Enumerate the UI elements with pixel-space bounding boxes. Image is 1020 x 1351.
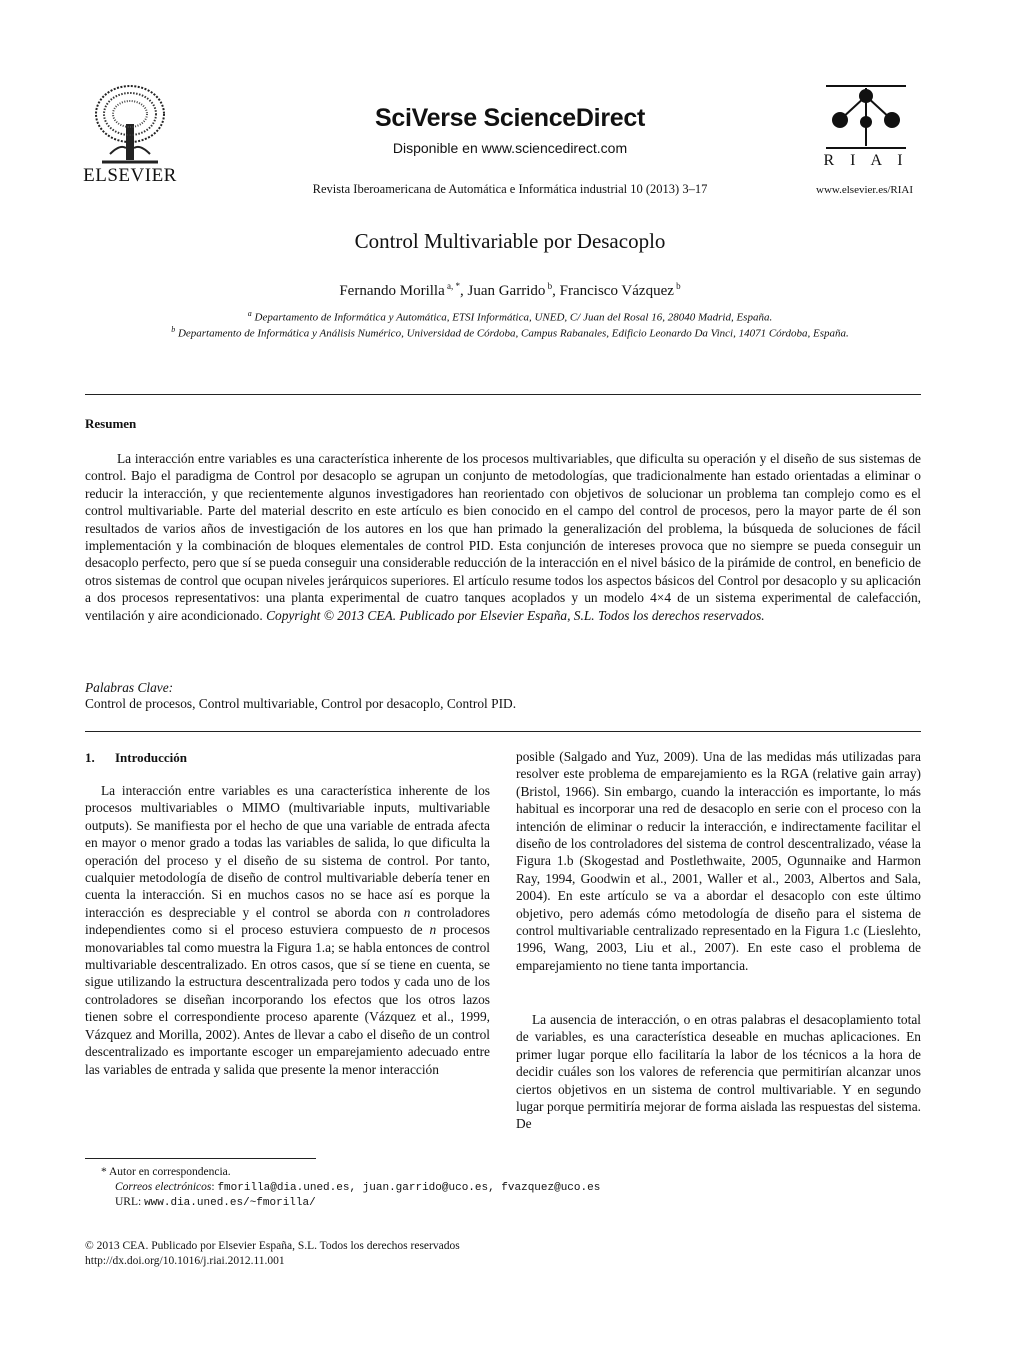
email-list[interactable]: fmorilla@dia.uned.es, juan.garrido@uco.es, fvazquez@uco.es bbox=[217, 1182, 601, 1194]
text-run: La interacción entre variables es una característica inherente de los procesos multivariables o MIMO (multivariable inputs, multivariable outputs). Se manifiesta por el hecho de que una variable de entrada afecta en mayor o menor grado a todas las variables de salida, lo que dificulta la operación del proceso y el diseño de su sistema de control. Por tanto, cualquier metodología de diseño de control multivariable debería tener en cuenta la interacción. Si en muchos casos no se hace así es porque la interacción es despreciable y el control se aborda con bbox=[85, 783, 490, 920]
abstract-heading: Resumen bbox=[85, 416, 137, 431]
society-url[interactable]: www.elsevier.es/RIAI bbox=[816, 184, 914, 196]
elsevier-logo bbox=[82, 84, 178, 186]
affiliation-b: $^b$ Departamento de Informática y Análisis Numérico, Universidad de Córdoba, Campus Rabanales, Edificio Leonardo Da Vinci, 14071 Córdoba, España. bbox=[171, 325, 849, 340]
intro-heading bbox=[85, 750, 187, 766]
text-run: procesos monovariables tal como muestra la Figura 1.a; se habla entonces de control multivariable descentralizado. En otros casos, que sí se tiene en cuenta, se sigue utilizando la estructura descentralizada pero todos y cada uno de los controladores se diseñan incorporando los efectos que los otros lazos tienen sobre el correspondiente proceso aparente (Vázquez et al., 1999, Vázquez and Morilla, 2002). Antes de llevar a cabo el diseño de un control descentralizado es importante escoger un emparejamiento adecuado entre las variables de entrada y salida que presente la menor interacción bbox=[85, 922, 490, 1077]
email-address[interactable]: juan.garrido@uco.es bbox=[362, 1182, 489, 1194]
abstract-body bbox=[85, 450, 921, 624]
math-symbol: n bbox=[403, 904, 411, 920]
author-name: Juan Garrido bbox=[467, 283, 546, 299]
url-label: URL: bbox=[115, 1196, 142, 1208]
journal-citation: Revista Iberoamericana de Automática e Informática industrial 10 (2013) 3–17 bbox=[312, 182, 708, 196]
author-affiliation-mark: a, * bbox=[444, 281, 460, 291]
article-title: Control Multivariable por Desacoplo bbox=[354, 229, 666, 253]
platform-subtitle: Disponible en www.sciencedirect.com bbox=[392, 140, 628, 156]
author-url[interactable]: www.dia.uned.es/~fmorilla/ bbox=[144, 1197, 316, 1209]
text-run: controladores independientes como si el proceso estuviera compuesto de bbox=[85, 904, 490, 938]
intro-paragraph-right-1: posible (Salgado and Yuz, 2009). Una de las medidas más utilizadas para resolver este problema de emparejamiento es la RGA (relative gain array) (Bristol, 1966). Sin embargo, cuando la interacción es importante, lo más habitual es incorporar una red de desacoplo en serie con el proceso con la intención de eliminar o reducir la interacción, e indirectamente facilitar el diseño de los controladores del sistema de control descentralizado, véase la Figura 1.b (Skogestad and Postlethwaite, 2005, Ogunnaike and Harmon Ray, 1994, Goodwin et al., 2001, Waller et al., 2003, Albertos and Sala, 2004). En este artículo se va a abordar el desacoplo con este último objetivo, pero además cómo metodología de diseño para el sistema de control multivariable centralizado representado en la Figura 1.c (Lieslehto, 1996, Wang, 2003, Liu et al., 2007). En este caso el problema de emparejamiento no tiene tanta importancia. bbox=[516, 749, 921, 973]
emails-label: Correos electrónicos bbox=[115, 1181, 212, 1193]
intro-paragraph-1 bbox=[85, 782, 490, 1078]
footer-copyright: © 2013 CEA. Publicado por Elsevier España, S.L. Todos los derechos reservados bbox=[85, 1240, 460, 1252]
platform-title: SciVerse ScienceDirect bbox=[375, 104, 645, 132]
riai-emblem-icon bbox=[822, 84, 910, 150]
author-list: Fernando Morilla $^{a, *}$, Juan Garrido $^b$, Francisco Vázquez $^b$ bbox=[339, 281, 681, 299]
math-symbol: n bbox=[429, 922, 437, 938]
footnote-emails: Correos electrónicos: fmorilla@dia.uned.es, juan.garrido@uco.es, fvazquez@uco.es bbox=[115, 1181, 601, 1194]
email-address[interactable]: fmorilla@dia.uned.es bbox=[217, 1182, 350, 1194]
divider bbox=[85, 394, 921, 395]
section-title: Introducción bbox=[115, 750, 187, 765]
publisher-name: ELSEVIER bbox=[83, 165, 177, 186]
riai-logo bbox=[822, 84, 910, 170]
keywords-heading: Palabras Clave: bbox=[85, 680, 174, 695]
society-name: R I A I bbox=[823, 152, 909, 169]
footer-doi[interactable]: http://dx.doi.org/10.1016/j.riai.2012.11.001 bbox=[85, 1255, 285, 1267]
section-number: 1. bbox=[85, 750, 95, 765]
abstract-text: La interacción entre variables es una característica inherente de los procesos multivariables, que dificulta su operación y el diseño de sus sistemas de control. Bajo el paradigma de Control por desacoplo se agrupan un conjunto de metodologías, que tradicionalmente han estado orientadas a eliminar o reducir la interacción, y que recientemente algunos investigadores han reorientado con objetivos de solucionar un problema tan complejo como es el control multivariable. Parte del material descrito en este artículo es bien conocido en el campo del control de procesos, pero la mayor parte de él son resultados de varios años de investigación de los autores en los que han primado la generalización del problema, la búsqueda de soluciones de fácil implementación y la combinación de bloques elementales de control PID. Esta conjunción de intereses provoca que no siempre se pueda conseguir un desacoplo perfecto, pero que sí se pueda conseguir una considerable reducción de la interacción en el nivel básico de la pirámide de control, en beneficio de otros sistemas de control que ocupan niveles jerárquicos superiores. El artículo resume todos los aspectos básicos del Control por desacoplo y su aplicación a dos procesos representativos: una planta experimental de cuatro tanques acoplados y un modelo 4×4 de un sistema experimental de calefacción, ventilación y aire acondicionado. bbox=[85, 451, 921, 623]
keywords-text: Control de procesos, Control multivariable, Control por desacoplo, Control PID. bbox=[85, 696, 517, 711]
footnote-corresponding: * Autor en correspondencia. bbox=[101, 1166, 231, 1178]
divider bbox=[85, 731, 921, 732]
author-name: Francisco Vázquez bbox=[559, 283, 674, 299]
author-affiliation-mark: b bbox=[673, 281, 681, 291]
author-name: Fernando Morilla bbox=[339, 283, 445, 299]
footnote-url bbox=[115, 1195, 316, 1211]
affiliation-a: $^a$ Departamento de Informática y Automática, ETSI Informática, UNED, C/ Juan del Rosal 16, 28040 Madrid, España. bbox=[247, 309, 773, 324]
intro-paragraph-right-2: La ausencia de interacción, o en otras palabras el desacoplamiento total de variables, es una característica deseable en muchas aplicaciones. En primer lugar porque ello facilitaría la labor de los técnicos a la hora de decidir cuáles son los valores de referencia que permitirían alcanzar unos ciertos objetivos en un sistema de control multivariable. Y en segundo lugar porque permitiría mejorar de forma aislada las respuestas del sistema. De bbox=[516, 1012, 921, 1132]
email-address[interactable]: fvazquez@uco.es bbox=[501, 1182, 601, 1194]
abstract-copyright: Copyright © 2013 CEA. Publicado por Elsevier España, S.L. Todos los derechos reservados. bbox=[266, 607, 765, 623]
author-affiliation-mark: b bbox=[545, 281, 553, 291]
footnote-divider bbox=[85, 1158, 316, 1159]
